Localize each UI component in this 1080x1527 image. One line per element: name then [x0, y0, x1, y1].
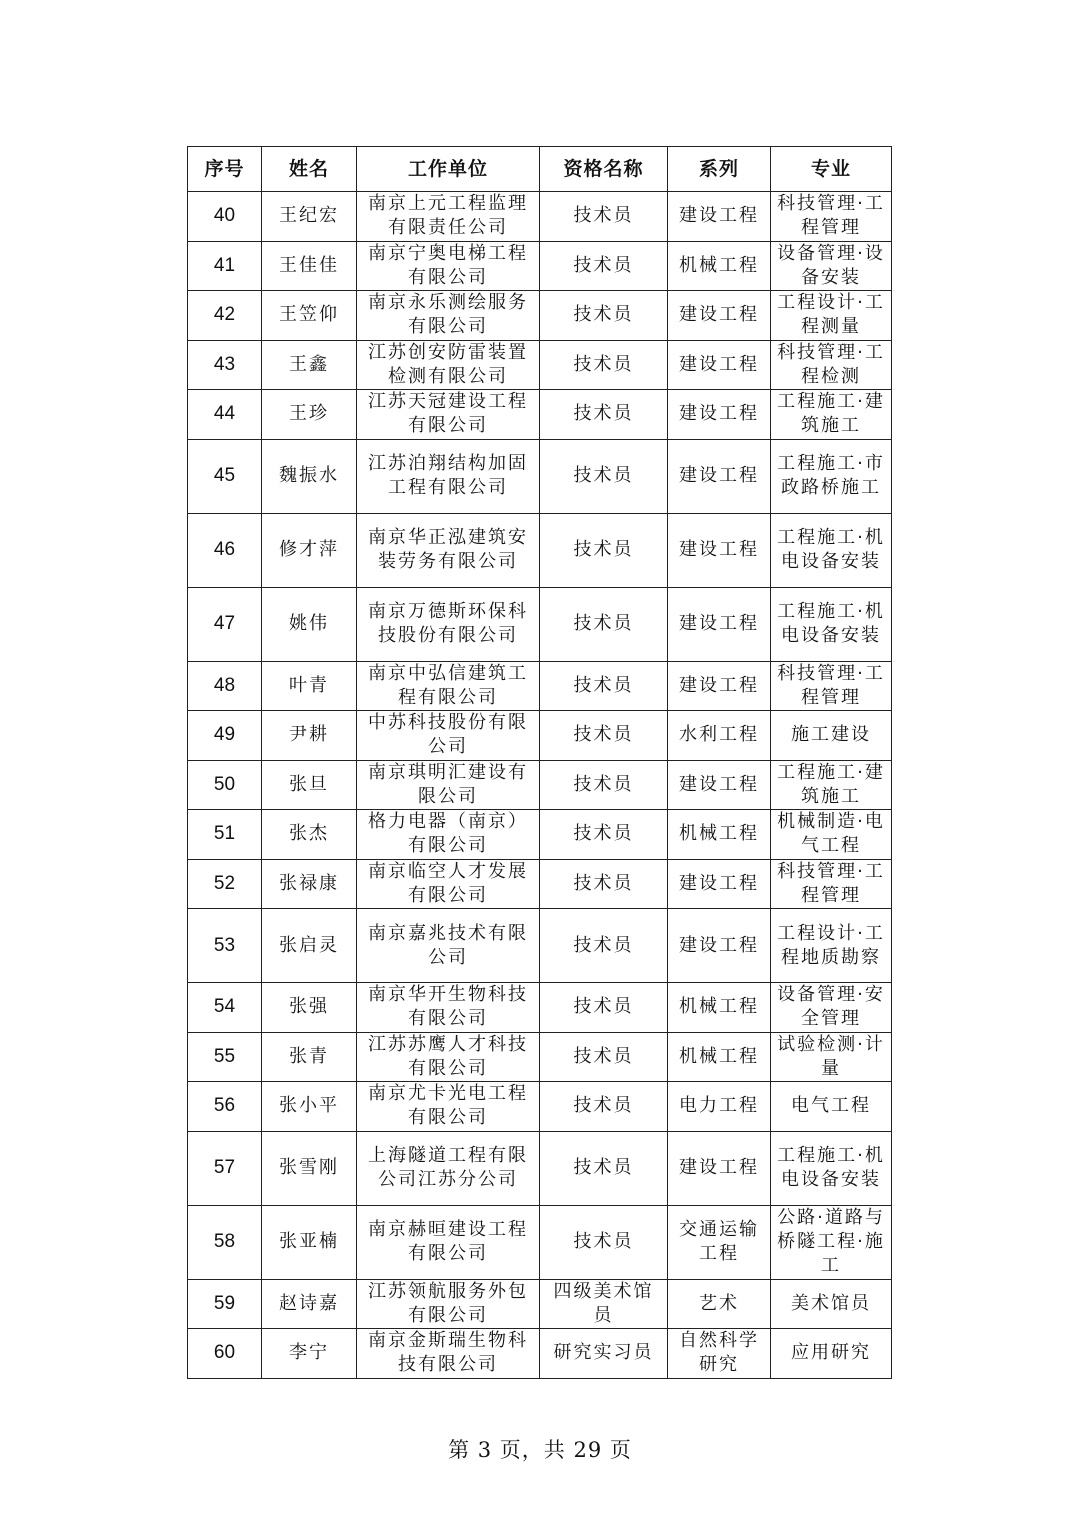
- cell-index: 52: [188, 859, 262, 909]
- cell-name: 尹耕: [262, 711, 357, 761]
- cell-series: 机械工程: [668, 241, 771, 291]
- table-row: [188, 909, 892, 983]
- cell-major: 工程设计·工程测量: [771, 291, 892, 341]
- cell-index: 51: [188, 810, 262, 860]
- cell-series: 建设工程: [668, 390, 771, 440]
- cell-series: 建设工程: [668, 291, 771, 341]
- cell-name: 王纪宏: [262, 192, 357, 242]
- cell-name: 赵诗嘉: [262, 1279, 357, 1329]
- cell-qualification: 技术员: [540, 711, 668, 761]
- cell-qualification: 四级美术馆员: [540, 1279, 668, 1329]
- cell-qualification: 技术员: [540, 1082, 668, 1132]
- cell-major: 工程施工·市政路桥施工: [771, 439, 892, 513]
- cell-series: 建设工程: [668, 859, 771, 909]
- cell-unit: 南京嘉兆技术有限公司: [357, 909, 540, 983]
- cell-unit: 南京尤卡光电工程有限公司: [357, 1082, 540, 1132]
- cell-name: 王笠仰: [262, 291, 357, 341]
- cell-qualification: 技术员: [540, 909, 668, 983]
- cell-series: 艺术: [668, 1279, 771, 1329]
- cell-name: 张青: [262, 1032, 357, 1082]
- cell-major: 工程设计·工程地质勘察: [771, 909, 892, 983]
- cell-index: 57: [188, 1131, 262, 1205]
- cell-series: 电力工程: [668, 1082, 771, 1132]
- cell-major: 科技管理·工程管理: [771, 859, 892, 909]
- cell-major: 设备管理·安全管理: [771, 983, 892, 1033]
- cell-index: 53: [188, 909, 262, 983]
- cell-series: 机械工程: [668, 1032, 771, 1082]
- cell-unit: 南京金斯瑞生物科技有限公司: [357, 1329, 540, 1379]
- cell-major: 工程施工·建筑施工: [771, 390, 892, 440]
- cell-index: 50: [188, 760, 262, 810]
- cell-unit: 南京琪明汇建设有限公司: [357, 760, 540, 810]
- table-row: [188, 1131, 892, 1205]
- cell-unit: 上海隧道工程有限公司江苏分公司: [357, 1131, 540, 1205]
- cell-name: 修才萍: [262, 513, 357, 587]
- cell-name: 魏振水: [262, 439, 357, 513]
- cell-unit: 南京上元工程监理有限责任公司: [357, 192, 540, 242]
- table-row: [188, 439, 892, 513]
- cell-series: 建设工程: [668, 661, 771, 711]
- cell-qualification: 技术员: [540, 760, 668, 810]
- cell-name: 张旦: [262, 760, 357, 810]
- cell-name: 王珍: [262, 390, 357, 440]
- cell-major: 设备管理·设备安装: [771, 241, 892, 291]
- cell-qualification: 技术员: [540, 983, 668, 1033]
- cell-name: 王鑫: [262, 340, 357, 390]
- table-row: [188, 1279, 892, 1329]
- cell-name: 张禄康: [262, 859, 357, 909]
- cell-unit: 南京万德斯环保科技股份有限公司: [357, 587, 540, 661]
- cell-index: 49: [188, 711, 262, 761]
- cell-name: 张雪刚: [262, 1131, 357, 1205]
- table-row: [188, 983, 892, 1033]
- cell-unit: 南京赫晅建设工程有限公司: [357, 1205, 540, 1279]
- table-row: [188, 1205, 892, 1279]
- table-row: [188, 241, 892, 291]
- header-unit: 工作单位: [357, 147, 540, 192]
- cell-unit: 中苏科技股份有限公司: [357, 711, 540, 761]
- table-row: [188, 291, 892, 341]
- cell-unit: 江苏天冠建设工程有限公司: [357, 390, 540, 440]
- cell-major: 科技管理·工程管理: [771, 661, 892, 711]
- cell-series: 交通运输工程: [668, 1205, 771, 1279]
- table-row: [188, 859, 892, 909]
- cell-qualification: 技术员: [540, 859, 668, 909]
- cell-major: 施工建设: [771, 711, 892, 761]
- table-body: [188, 192, 892, 1379]
- table-header-row: [188, 147, 892, 192]
- cell-series: 建设工程: [668, 760, 771, 810]
- table-row: [188, 192, 892, 242]
- table-row: [188, 1329, 892, 1379]
- cell-unit: 南京宁奥电梯工程有限公司: [357, 241, 540, 291]
- cell-major: 工程施工·建筑施工: [771, 760, 892, 810]
- qualification-table: [187, 146, 892, 1379]
- table-row: [188, 340, 892, 390]
- cell-name: 张启灵: [262, 909, 357, 983]
- cell-qualification: 技术员: [540, 513, 668, 587]
- cell-qualification: 技术员: [540, 1205, 668, 1279]
- cell-qualification: 技术员: [540, 1032, 668, 1082]
- cell-index: 40: [188, 192, 262, 242]
- cell-unit: 南京临空人才发展有限公司: [357, 859, 540, 909]
- cell-name: 张杰: [262, 810, 357, 860]
- cell-major: 电气工程: [771, 1082, 892, 1132]
- cell-index: 42: [188, 291, 262, 341]
- table-row: [188, 587, 892, 661]
- header-index: 序号: [188, 147, 262, 192]
- cell-index: 54: [188, 983, 262, 1033]
- table-row: [188, 810, 892, 860]
- cell-major: 工程施工·机电设备安装: [771, 513, 892, 587]
- page-footer: 第 3 页，共 29 页: [448, 1438, 632, 1462]
- cell-series: 建设工程: [668, 1131, 771, 1205]
- cell-unit: 江苏创安防雷装置检测有限公司: [357, 340, 540, 390]
- cell-name: 叶青: [262, 661, 357, 711]
- cell-series: 水利工程: [668, 711, 771, 761]
- cell-major: 工程施工·机电设备安装: [771, 587, 892, 661]
- cell-series: 建设工程: [668, 513, 771, 587]
- cell-series: 机械工程: [668, 983, 771, 1033]
- header-major: 专业: [771, 147, 892, 192]
- table-row: [188, 711, 892, 761]
- cell-unit: 南京中弘信建筑工程有限公司: [357, 661, 540, 711]
- cell-unit: 南京永乐测绘服务有限公司: [357, 291, 540, 341]
- cell-series: 建设工程: [668, 340, 771, 390]
- cell-name: 李宁: [262, 1329, 357, 1379]
- cell-index: 44: [188, 390, 262, 440]
- cell-name: 张亚楠: [262, 1205, 357, 1279]
- cell-major: 美术馆员: [771, 1279, 892, 1329]
- cell-qualification: 技术员: [540, 587, 668, 661]
- cell-series: 建设工程: [668, 192, 771, 242]
- cell-name: 张强: [262, 983, 357, 1033]
- cell-unit: 江苏泊翔结构加固工程有限公司: [357, 439, 540, 513]
- cell-qualification: 技术员: [540, 241, 668, 291]
- table-row: [188, 661, 892, 711]
- cell-index: 56: [188, 1082, 262, 1132]
- cell-series: 自然科学研究: [668, 1329, 771, 1379]
- cell-qualification: 技术员: [540, 661, 668, 711]
- cell-qualification: 研究实习员: [540, 1329, 668, 1379]
- table-row: [188, 513, 892, 587]
- cell-qualification: 技术员: [540, 192, 668, 242]
- cell-series: 建设工程: [668, 587, 771, 661]
- cell-unit: 格力电器（南京）有限公司: [357, 810, 540, 860]
- cell-name: 张小平: [262, 1082, 357, 1132]
- cell-qualification: 技术员: [540, 340, 668, 390]
- cell-qualification: 技术员: [540, 810, 668, 860]
- header-series: 系列: [668, 147, 771, 192]
- cell-name: 姚伟: [262, 587, 357, 661]
- cell-index: 43: [188, 340, 262, 390]
- cell-major: 应用研究: [771, 1329, 892, 1379]
- cell-name: 王佳佳: [262, 241, 357, 291]
- cell-major: 工程施工·机电设备安装: [771, 1131, 892, 1205]
- cell-index: 59: [188, 1279, 262, 1329]
- cell-index: 55: [188, 1032, 262, 1082]
- table-row: [188, 1082, 892, 1132]
- cell-unit: 江苏领航服务外包有限公司: [357, 1279, 540, 1329]
- cell-major: 机械制造·电气工程: [771, 810, 892, 860]
- cell-major: 公路·道路与桥隧工程·施工: [771, 1205, 892, 1279]
- cell-series: 建设工程: [668, 439, 771, 513]
- cell-qualification: 技术员: [540, 439, 668, 513]
- cell-unit: 南京华正泓建筑安装劳务有限公司: [357, 513, 540, 587]
- cell-series: 建设工程: [668, 909, 771, 983]
- cell-major: 试验检测·计量: [771, 1032, 892, 1082]
- cell-qualification: 技术员: [540, 390, 668, 440]
- header-name: 姓名: [262, 147, 357, 192]
- cell-index: 46: [188, 513, 262, 587]
- header-qualification: 资格名称: [540, 147, 668, 192]
- cell-index: 47: [188, 587, 262, 661]
- cell-index: 41: [188, 241, 262, 291]
- cell-index: 48: [188, 661, 262, 711]
- cell-index: 58: [188, 1205, 262, 1279]
- document-table-container: [187, 146, 891, 1379]
- cell-qualification: 技术员: [540, 291, 668, 341]
- cell-major: 科技管理·工程管理: [771, 192, 892, 242]
- cell-qualification: 技术员: [540, 1131, 668, 1205]
- table-row: [188, 390, 892, 440]
- cell-series: 机械工程: [668, 810, 771, 860]
- table-row: [188, 1032, 892, 1082]
- table-row: [188, 760, 892, 810]
- cell-index: 60: [188, 1329, 262, 1379]
- cell-major: 科技管理·工程检测: [771, 340, 892, 390]
- cell-index: 45: [188, 439, 262, 513]
- cell-unit: 南京华开生物科技有限公司: [357, 983, 540, 1033]
- cell-unit: 江苏苏鹰人才科技有限公司: [357, 1032, 540, 1082]
